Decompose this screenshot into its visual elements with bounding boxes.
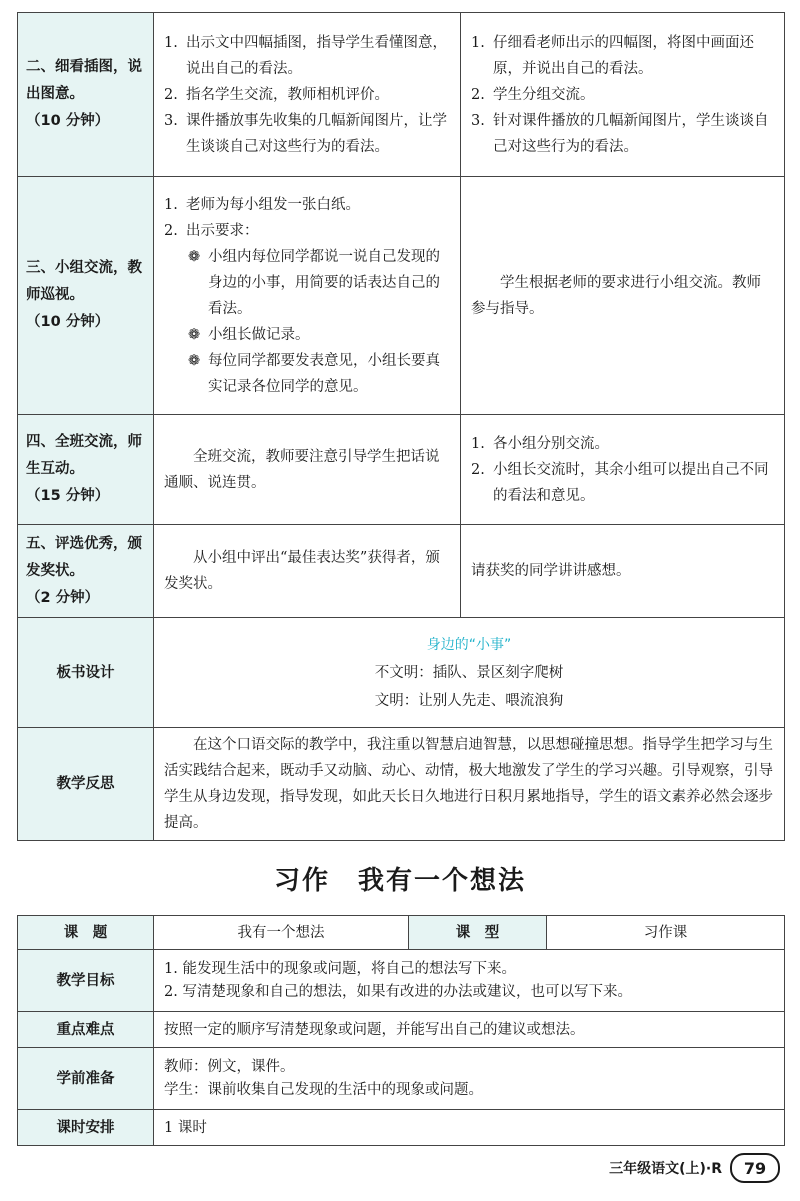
list-subitem: ❁ 小组长做记录。 [164, 322, 450, 348]
topic-value: 我有一个想法 [154, 916, 409, 950]
board-design-content [154, 618, 785, 728]
board-line: 不文明：插队、景区刻字爬树 [374, 664, 564, 681]
board-design-label: 板书设计 [18, 618, 154, 728]
key-points-content: 按照一定的顺序写清楚现象或问题，并能写出自己的建议或想法。 [154, 1012, 785, 1048]
prep-item: 教师：例文，课件。 [164, 1058, 295, 1075]
teacher-activity [154, 177, 461, 415]
schedule-content: 1 课时 [154, 1110, 785, 1146]
page-number: 79 [730, 1153, 780, 1183]
board-title: 身边的“小事” [426, 636, 512, 653]
student-activity: 请获奖的同学讲讲感想。 [461, 525, 785, 618]
lesson-plan-table [17, 915, 785, 1146]
preparation-content [154, 1048, 785, 1110]
list-subitem: ❁ 每位同学都要发表意见，小组长要真实记录各位同学的意见。 [164, 348, 450, 400]
stage-label: 五、评选优秀，颁 发奖状。 （2 分钟） [18, 525, 154, 618]
goals-content [154, 950, 785, 1012]
flower-bullet-icon: ❁ [188, 248, 201, 265]
goals-row [18, 950, 785, 1012]
goal-item: 1. 能发现生活中的现象或问题，将自己的想法写下来。 [164, 960, 516, 977]
list-item: 1. 仔细看老师出示的四幅图，将图中画面还原，并说出自己的看法。 [471, 34, 754, 77]
reflection-text: 在这个口语交际的教学中，我注重以智慧启迪智慧，以思想碰撞思想。指导学生把学习与生活实践结合起来，既动手又动脑、动心、动情，极大地激发了学生的学习兴趣。引导观察，引导学生从身边发现，指导发现，如此天长日久地进行日积月累地指导，学生的语文素养必然会逐步提高。 [154, 728, 785, 841]
list-item: 3. 针对课件播放的几幅新闻图片，学生谈谈自己对这些行为的看法。 [471, 112, 769, 155]
goals-label: 教学目标 [18, 950, 154, 1012]
reflection-label: 教学反思 [18, 728, 154, 841]
schedule-row [18, 1110, 785, 1146]
reflection-row [18, 728, 785, 841]
key-points-row [18, 1012, 785, 1048]
list-item: 1. 各小组分别交流。 [471, 435, 609, 452]
stage-label: 二、细看插图，说 出图意。 （10 分钟） [18, 13, 154, 177]
flower-bullet-icon: ❁ [188, 326, 201, 343]
page-footer [609, 1153, 780, 1183]
schedule-label: 课时安排 [18, 1110, 154, 1146]
board-line: 文明：让别人先走、喂流浪狗 [374, 692, 564, 709]
stage-row-5 [18, 525, 785, 618]
student-activity [461, 415, 785, 525]
student-activity: 学生根据老师的要求进行小组交流。教师参与指导。 [461, 177, 785, 415]
list-item: 2. 学生分组交流。 [471, 86, 595, 103]
student-activity [461, 13, 785, 177]
section-title: 习作 我有一个想法 [273, 866, 526, 896]
book-title: 三年级语文(上)·R [609, 1161, 722, 1177]
flower-bullet-icon: ❁ [188, 352, 201, 369]
preparation-label: 学前准备 [18, 1048, 154, 1110]
list-item: 2. 出示要求： [164, 222, 259, 239]
goal-item: 2. 写清楚现象和自己的想法，如果有改进的办法或建议，也可以写下来。 [164, 983, 632, 1000]
board-design-row [18, 618, 785, 728]
stage-row-2 [18, 13, 785, 177]
stage-label: 三、小组交流，教 师巡视。 （10 分钟） [18, 177, 154, 415]
type-value: 习作课 [547, 916, 785, 950]
lesson-process-table [17, 12, 785, 841]
teacher-activity: 从小组中评出“最佳表达奖”获得者，颁发奖状。 [154, 525, 461, 618]
list-item: 3. 课件播放事先收集的几幅新闻图片，让学生谈谈自己对这些行为的看法。 [164, 112, 447, 155]
key-points-label: 重点难点 [18, 1012, 154, 1048]
teacher-activity [154, 13, 461, 177]
preparation-row [18, 1048, 785, 1110]
topic-label: 课 题 [18, 916, 154, 950]
topic-row [18, 916, 785, 950]
list-item: 1. 老师为每小组发一张白纸。 [164, 196, 360, 213]
type-label: 课 型 [409, 916, 547, 950]
stage-row-3 [18, 177, 785, 415]
list-item: 1. 出示文中四幅插图，指导学生看懂图意，说出自己的看法。 [164, 34, 447, 77]
stage-row-4 [18, 415, 785, 525]
list-item: 2. 小组长交流时，其余小组可以提出自己不同的看法和意见。 [471, 461, 769, 504]
list-subitem: ❁ 小组内每位同学都说一说自己发现的身边的小事，用简要的话表达自己的看法。 [164, 244, 450, 322]
teacher-activity: 全班交流，教师要注意引导学生把话说通顺、说连贯。 [154, 415, 461, 525]
prep-item: 学生：课前收集自己发现的生活中的现象或问题。 [164, 1081, 483, 1098]
list-item: 2. 指名学生交流，教师相机评价。 [164, 86, 389, 103]
stage-label: 四、全班交流，师 生互动。 （15 分钟） [18, 415, 154, 525]
